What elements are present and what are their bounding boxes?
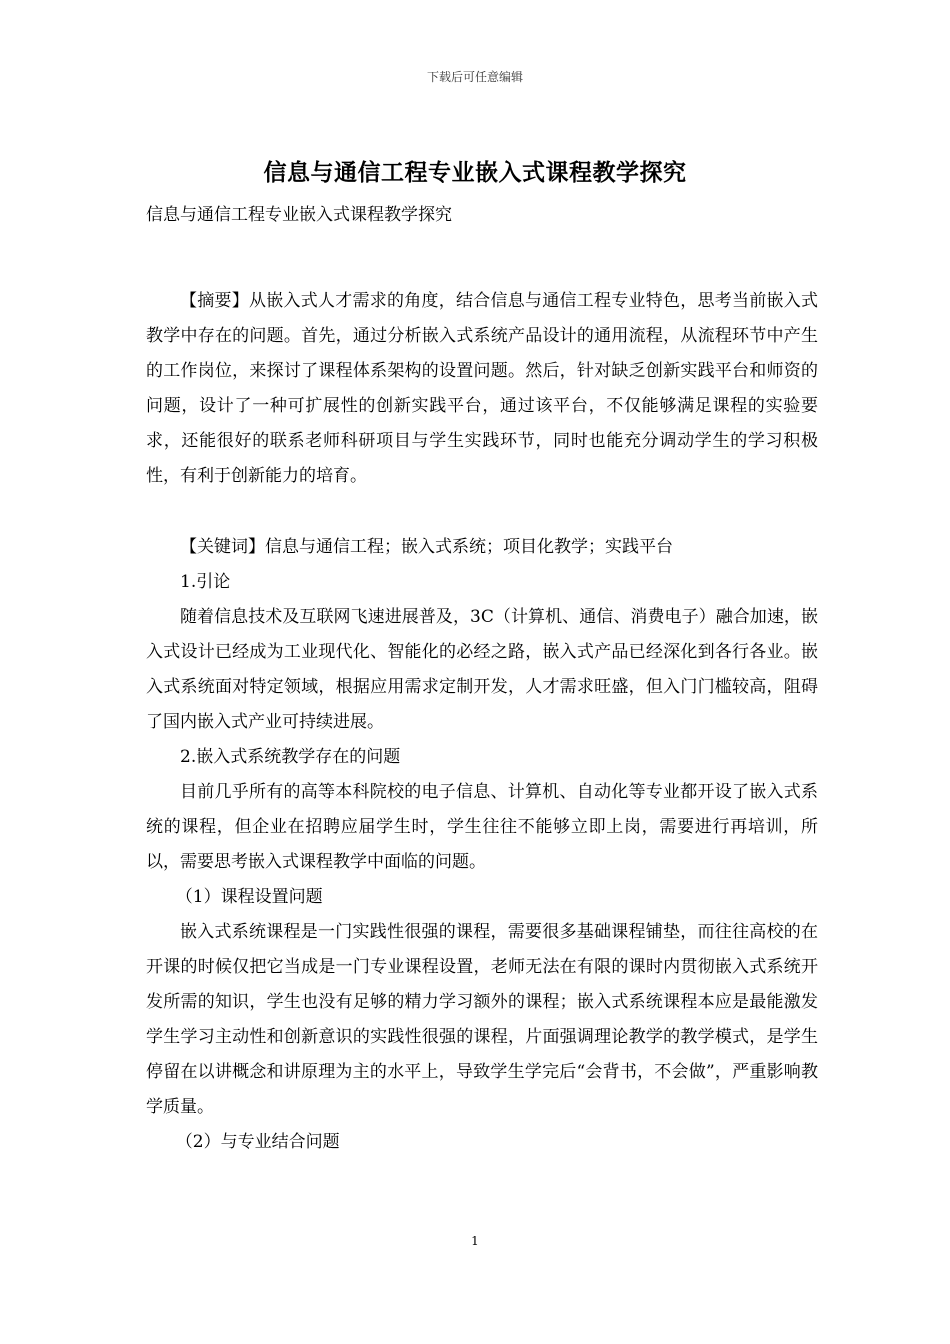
page-number: 1 <box>471 1234 479 1248</box>
section1-heading: 1.引论 <box>180 572 231 592</box>
header-note: 下载后可任意编辑 <box>426 70 523 84</box>
keywords-paragraph: 【关键词】信息与通信工程；嵌入式系统；项目化教学；实践平台 <box>180 537 673 557</box>
document-title: 信息与通信工程专业嵌入式课程教学探究 <box>263 159 687 186</box>
spacer <box>146 494 818 530</box>
subsection2-heading: （2）与专业结合问题 <box>175 1132 340 1152</box>
spacer <box>146 233 818 284</box>
subsection1-paragraph: 嵌入式系统课程是一门实践性很强的课程，需要很多基础课程铺垫，而往往高校的在开课的时候仅把它当成是一门专业课程设置，老师无法在有限的课时内贯彻嵌入式系统开发所需的知识，学生也没有足够的精力学习额外的课程；嵌入式系统课程本应是最能激发学生学习主动性和创新意识的实践性很强的课程，片面强调理论教学的教学模式，是学生停留在以讲概念和讲原理为主的水平上，导致学生学完后“会背书，不会做”，严重影响教学质量。 <box>146 922 818 1117</box>
section1-paragraph: 随着信息技术及互联网飞速进展普及，3C（计算机、通信、消费电子）融合加速，嵌入式设计已经成为工业现代化、智能化的必经之路，嵌入式产品已经深化到各行各业。嵌入式系统面对特定领域，根据应用需求定制开发，人才需求旺盛，但入门门槛较高，阻碍了国内嵌入式产业可持续进展。 <box>146 607 818 732</box>
subsection1-heading: （1）课程设置问题 <box>175 887 323 907</box>
section2-heading: 2.嵌入式系统教学存在的问题 <box>180 747 401 767</box>
abstract-paragraph: 【摘要】从嵌入式人才需求的角度，结合信息与通信工程专业特色，思考当前嵌入式教学中存在的问题。首先，通过分析嵌入式系统产品设计的通用流程，从流程环节中产生的工作岗位，来探讨了课程体系架构的设置问题。然后，针对缺乏创新实践平台和师资的问题，设计了一种可扩展性的创新实践平台，通过该平台，不仅能够满足课程的实验要求，还能很好的联系老师科研项目与学生实践环节，同时也能充分调动学生的学习积极性，有利于创新能力的培育。 <box>146 291 818 486</box>
section2-paragraph: 目前几乎所有的高等本科院校的电子信息、计算机、自动化等专业都开设了嵌入式系统的课程，但企业在招聘应届学生时，学生往往不能够立即上岗，需要进行再培训，所以，需要思考嵌入式课程教学中面临的问题。 <box>146 782 818 872</box>
document-subtitle: 信息与通信工程专业嵌入式课程教学探究 <box>146 205 452 225</box>
document-body <box>146 198 818 1160</box>
